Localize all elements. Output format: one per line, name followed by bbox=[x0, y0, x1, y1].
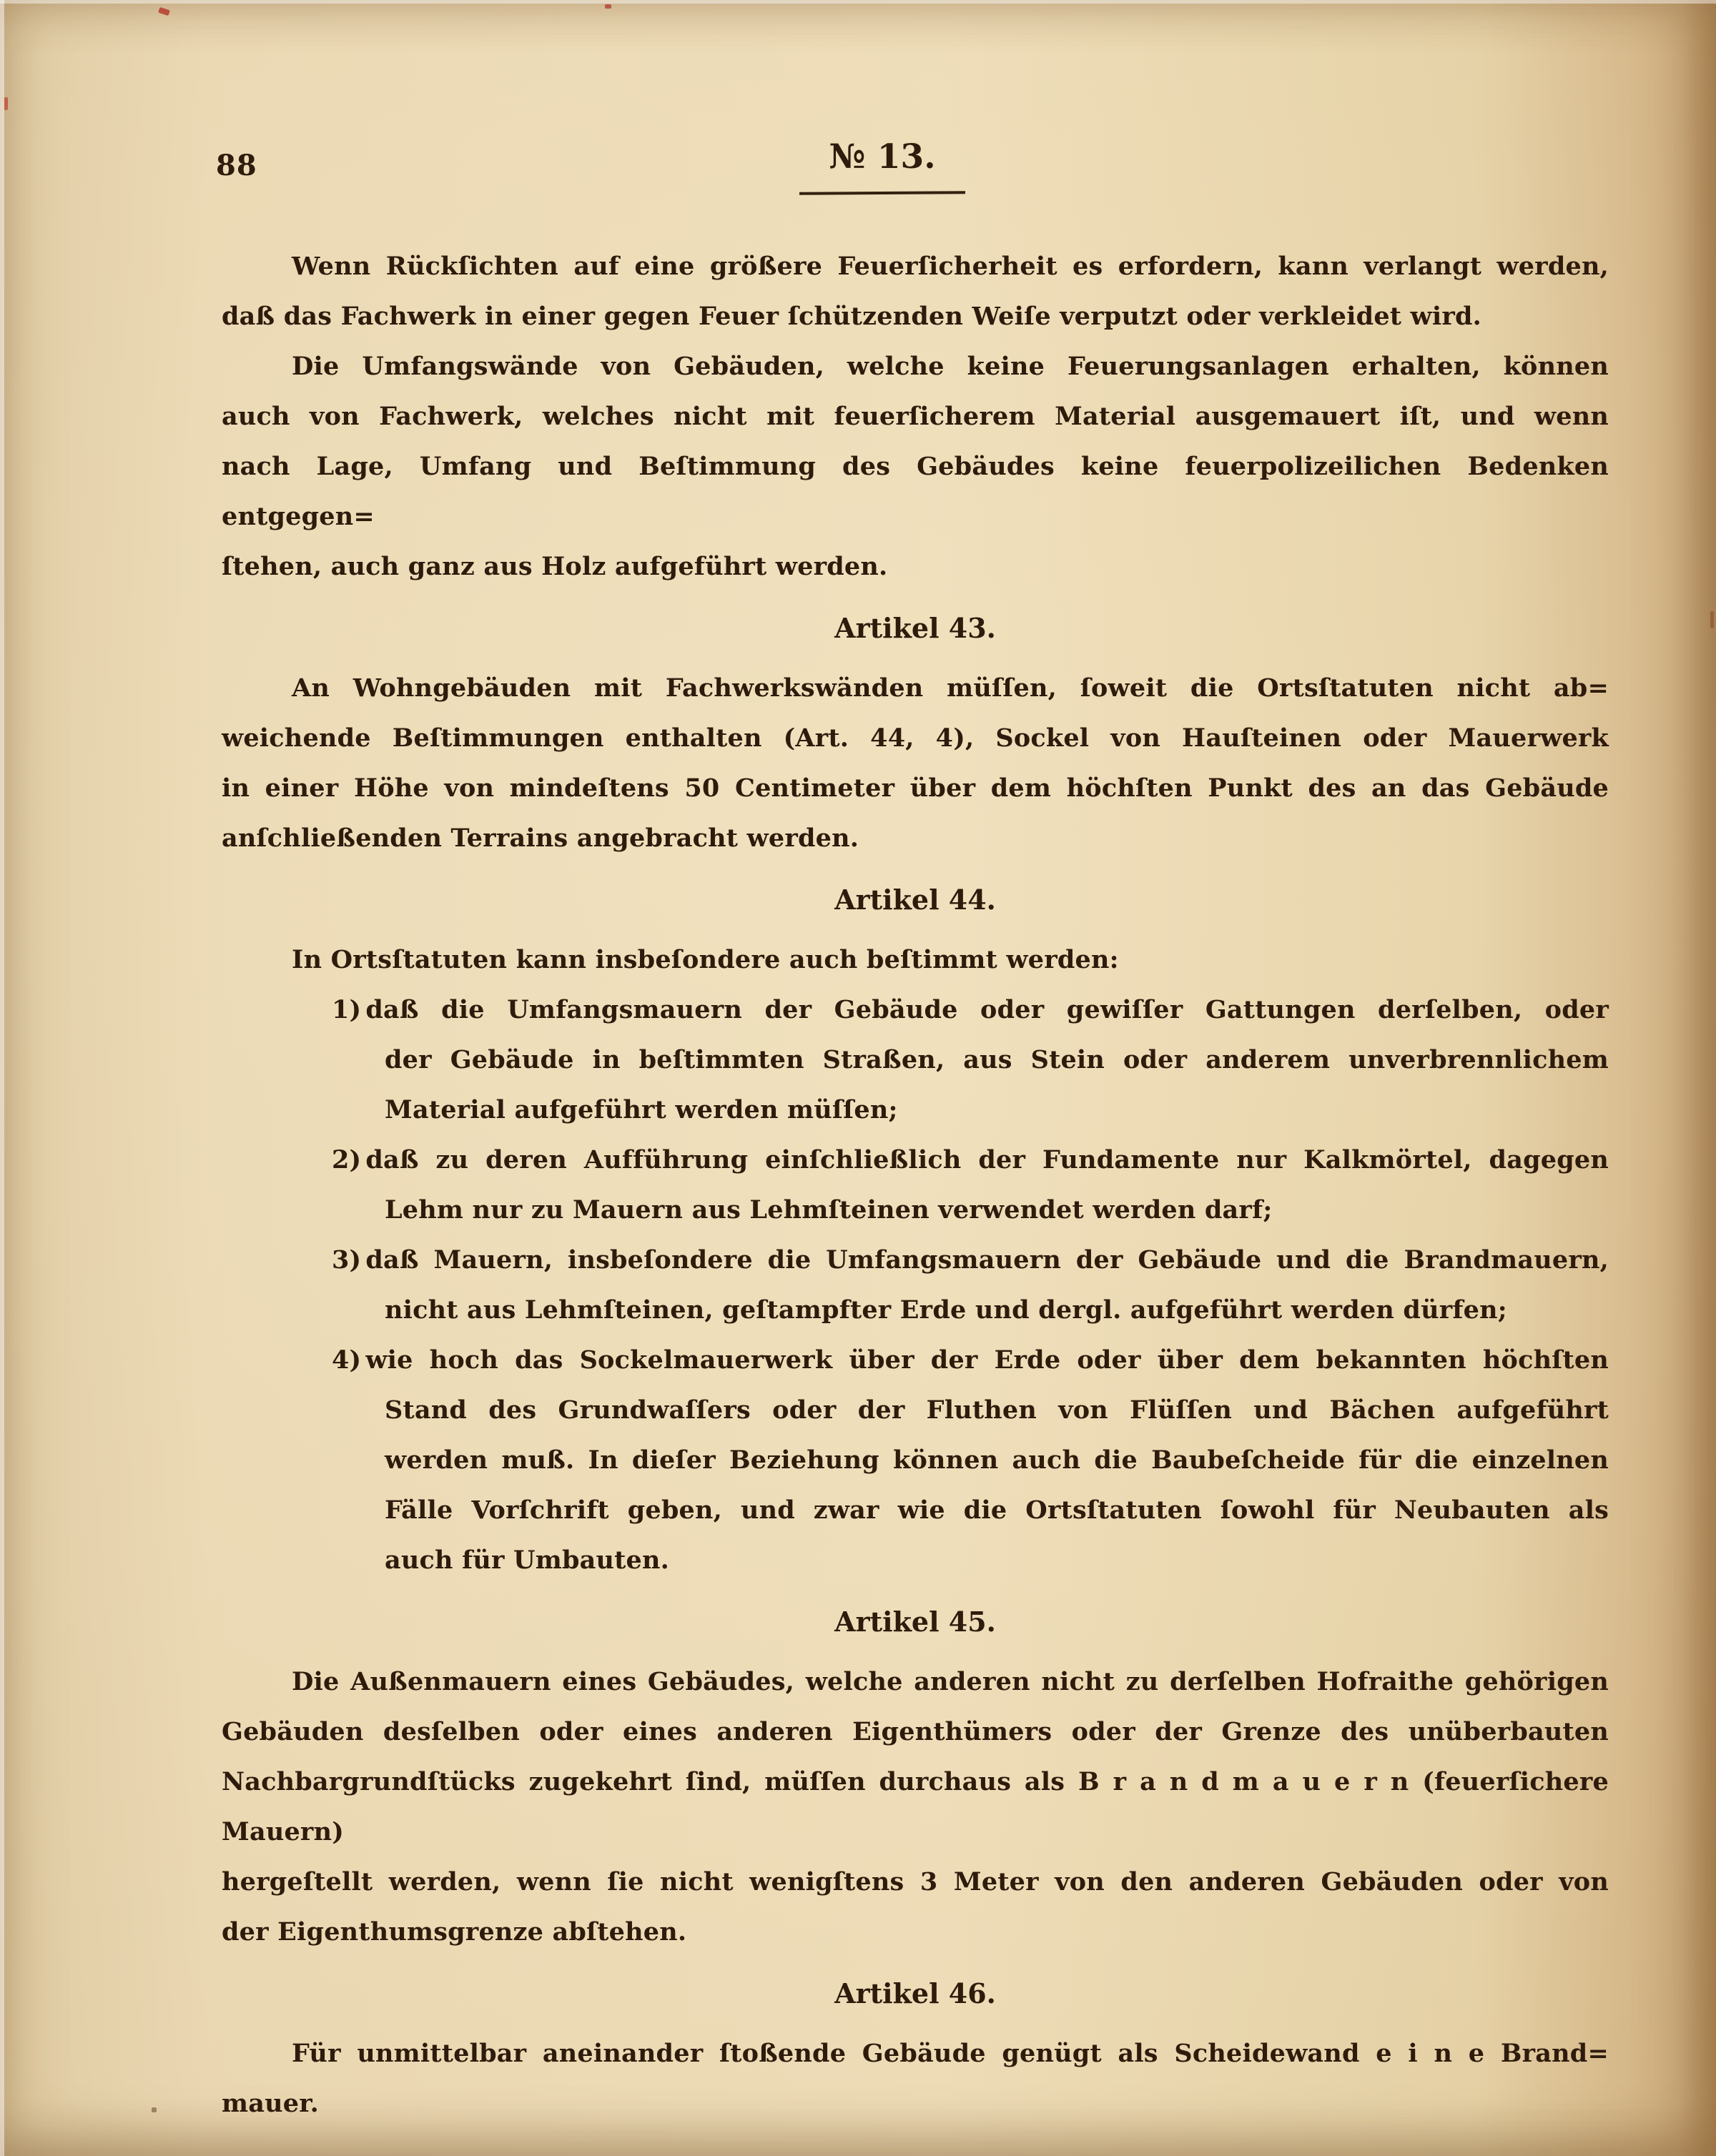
scan-speck bbox=[605, 4, 611, 9]
list-item-line: Stand des Grundwaſſers oder der Fluthen von Flüſſen und Bächen aufgeführt bbox=[385, 1395, 1609, 1425]
issue-number: № 13. bbox=[829, 137, 936, 177]
paragraph-line: in einer Höhe von mindeſtens 50 Centimeter über dem höchſten Punkt des an das Gebäude bbox=[222, 773, 1609, 803]
list-item-line: 3) daß Mauern, insbeſondere die Umfangsmauern der Gebäude und die Brandmauern, bbox=[332, 1245, 1609, 1275]
paragraph-line: nach Lage, Umfang und Beſtimmung des Gebäudes keine feuerpolizeilichen Bedenken entgegen= bbox=[222, 452, 1609, 531]
scan-speck bbox=[1710, 611, 1714, 628]
paragraph-line: Die Außenmauern eines Gebäudes, welche anderen nicht zu derſelben Hofraithe gehörigen bbox=[292, 1667, 1609, 1696]
list-marker: 3) bbox=[332, 1245, 362, 1275]
scan-speck bbox=[158, 7, 170, 16]
article-heading: Artikel 43. bbox=[834, 612, 996, 644]
list-item-line: der Gebäude in beſtimmten Straßen, aus Stein oder anderem unverbrennlichem bbox=[385, 1045, 1609, 1074]
article-heading: Artikel 46. bbox=[834, 1977, 996, 2009]
document-body-text bbox=[222, 242, 1609, 2129]
paragraph-line: auch von Fachwerk, welches nicht mit feuerſicherem Material ausgemauert iſt, und wenn bbox=[222, 402, 1609, 431]
paragraph-line: In Ortsſtatuten kann insbeſondere auch beſtimmt werden: bbox=[292, 945, 1119, 974]
paragraph-line: Gebäuden desſelben oder eines anderen Eigenthümers oder der Grenze des unüberbauten bbox=[222, 1717, 1609, 1746]
list-item-line: nicht aus Lehmſteinen, geſtampfter Erde und dergl. aufgeführt werden dürfen; bbox=[385, 1295, 1507, 1325]
article-heading: Artikel 44. bbox=[834, 884, 996, 916]
list-item-line: auch für Umbauten. bbox=[385, 1546, 670, 1575]
paragraph-line: daß das Fachwerk in einer gegen Feuer ſchützenden Weiſe verputzt oder verkleidet wird. bbox=[222, 302, 1482, 331]
list-marker: 1) bbox=[332, 995, 362, 1024]
list-item-line: werden muß. In dieſer Beziehung können auch die Baubeſcheide für die einzelnen bbox=[385, 1445, 1609, 1475]
issue-underline-rule bbox=[799, 191, 965, 195]
list-item-line: Lehm nur zu Mauern aus Lehmſteinen verwendet werden darf; bbox=[385, 1195, 1273, 1225]
list-marker: 2) bbox=[332, 1145, 362, 1175]
paragraph-line: Wenn Rückſichten auf eine größere Feuerſicherheit es erfordern, kann verlangt werden, bbox=[292, 252, 1609, 281]
paragraph-line: der Eigenthumsgrenze abſtehen. bbox=[222, 1917, 687, 1947]
list-item-line: 2) daß zu deren Aufführung einſchließlich der Fundamente nur Kalkmörtel, dagegen bbox=[332, 1145, 1609, 1175]
list-item-line: 4) wie hoch das Sockelmauerwerk über der Erde oder über dem bekannten höchſten bbox=[332, 1345, 1609, 1375]
scan-edge-top bbox=[0, 0, 1716, 4]
list-item-line: Fälle Vorſchrift geben, und zwar wie die Ortsſtatuten ſowohl für Neubauten als bbox=[385, 1495, 1609, 1525]
paragraph-line: hergeſtellt werden, wenn ſie nicht wenigſtens 3 Meter von den anderen Gebäuden oder von bbox=[222, 1867, 1609, 1897]
article-heading: Artikel 45. bbox=[834, 1606, 996, 1638]
scan-speck bbox=[4, 97, 8, 110]
list-item-line: Material aufgeführt werden müſſen; bbox=[385, 1095, 898, 1124]
paragraph-line: anſchließenden Terrains angebracht werden. bbox=[222, 824, 859, 853]
paragraph-line: weichende Beſtimmungen enthalten (Art. 44, 4), Sockel von Hauſteinen oder Mauerwerk bbox=[222, 723, 1609, 753]
page-number: 88 bbox=[216, 149, 257, 182]
scan-edge-left bbox=[0, 0, 4, 2156]
page-header bbox=[0, 137, 1716, 203]
paragraph-line: ſtehen, auch ganz aus Holz aufgeführt werden. bbox=[222, 552, 888, 581]
paragraph-line: mauer. bbox=[222, 2089, 320, 2118]
paragraph-line: Für unmittelbar aneinander ſtoßende Gebäude genügt als Scheidewand e i n e Brand= bbox=[292, 2039, 1609, 2068]
scan-speck bbox=[152, 2107, 157, 2112]
paragraph-line: Nachbargrundſtücks zugekehrt ſind, müſſen durchaus als B r a n d m a u e r n (feuerſichere Mauern) bbox=[222, 1767, 1609, 1846]
paragraph-line: Die Umfangswände von Gebäuden, welche keine Feuerungsanlagen erhalten, können bbox=[292, 352, 1609, 381]
list-marker: 4) bbox=[332, 1345, 362, 1375]
paragraph-line: An Wohngebäuden mit Fachwerkswänden müſſen, ſoweit die Ortsſtatuten nicht ab= bbox=[292, 673, 1609, 703]
list-item-line: 1) daß die Umfangsmauern der Gebäude oder gewiſſer Gattungen derſelben, oder bbox=[332, 995, 1609, 1024]
